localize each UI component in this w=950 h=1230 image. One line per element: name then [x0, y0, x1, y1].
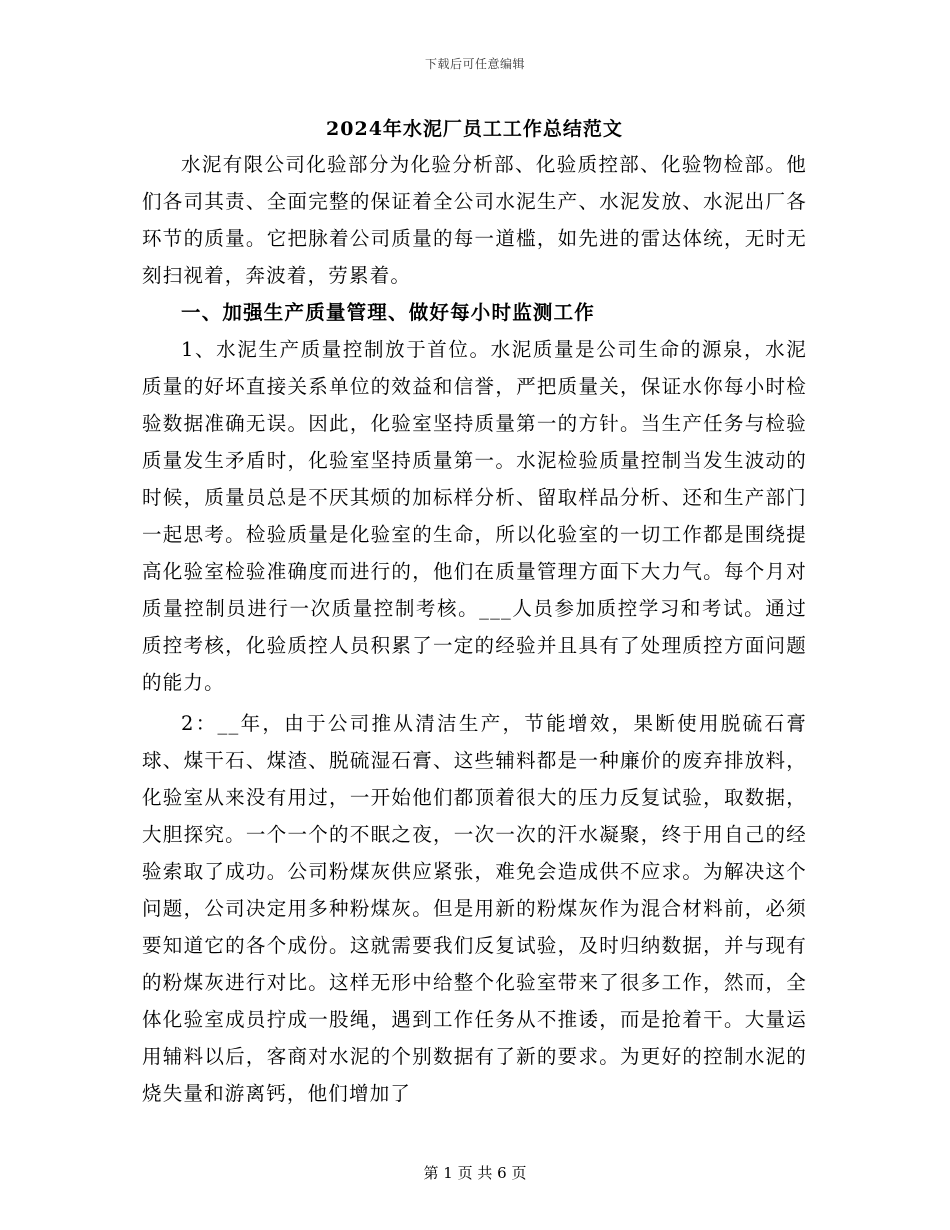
document-body: [142, 112, 807, 1112]
header-note: 下载后可任意编辑: [424, 57, 525, 71]
paragraph-1: 1、水泥生产质量控制放于首位。水泥质量是公司生命的源泉，水泥质量的好坏直接关系单位的效益和信誉，严把质量关，保证水你每小时检验数据准确无误。因此，化验室坚持质量第一的方针。当生产任务与检验质量发生矛盾时，化验室坚持质量第一。水泥检验质量控制当发生波动的时候，质量员总是不厌其烦的加标样分析、留取样品分析、还和生产部门一起思考。检验质量是化验室的生命，所以化验室的一切工作都是围绕提高化验室检验准确度而进行的，他们在质量管理方面下大力气。每个月对质量控制员进行一次质量控制考核。___人员参加质控学习和考试。通过质控考核，化验质控人员积累了一定的经验并且具有了处理质控方面问题的能力。: [142, 338, 807, 694]
document-title: 2024年水泥厂员工工作总结范文: [326, 118, 623, 140]
paragraph-2: 2：__年，由于公司推从清洁生产，节能增效，果断使用脱硫石膏球、煤干石、煤渣、脱硫湿石膏、这些辅料都是一种廉价的废弃排放料，化验室从来没有用过，一开始他们都顶着很大的压力反复试验，取数据，大胆探究。一个一个的不眠之夜，一次一次的汗水凝聚，终于用自己的经验索取了成功。公司粉煤灰供应紧张，难免会造成供不应求。为解决这个问题，公司决定用多种粉煤灰。但是用新的粉煤灰作为混合材料前，必须要知道它的各个成份。这就需要我们反复试验，及时归纳数据，并与现有的粉煤灰进行对比。这样无形中给整个化验室带来了很多工作，然而，全体化验室成员拧成一股绳，遇到工作任务从不推诿，而是抢着干。大量运用辅料以后，客商对水泥的个别数据有了新的要求。为更好的控制水泥的烧失量和游离钙，他们增加了: [142, 712, 807, 1105]
section-heading: 一、加强生产质量管理、做好每小时监测工作: [181, 301, 596, 324]
intro-paragraph: 水泥有限公司化验部分为化验分析部、化验质控部、化验物检部。他们各司其责、全面完整的保证着全公司水泥生产、水泥发放、水泥出厂各环节的质量。它把脉着公司质量的每一道槛，如先进的雷达体统，无时无刻扫视着，奔波着，劳累着。: [142, 153, 807, 287]
page-number: 第 1 页 共 6 页: [423, 1164, 527, 1182]
